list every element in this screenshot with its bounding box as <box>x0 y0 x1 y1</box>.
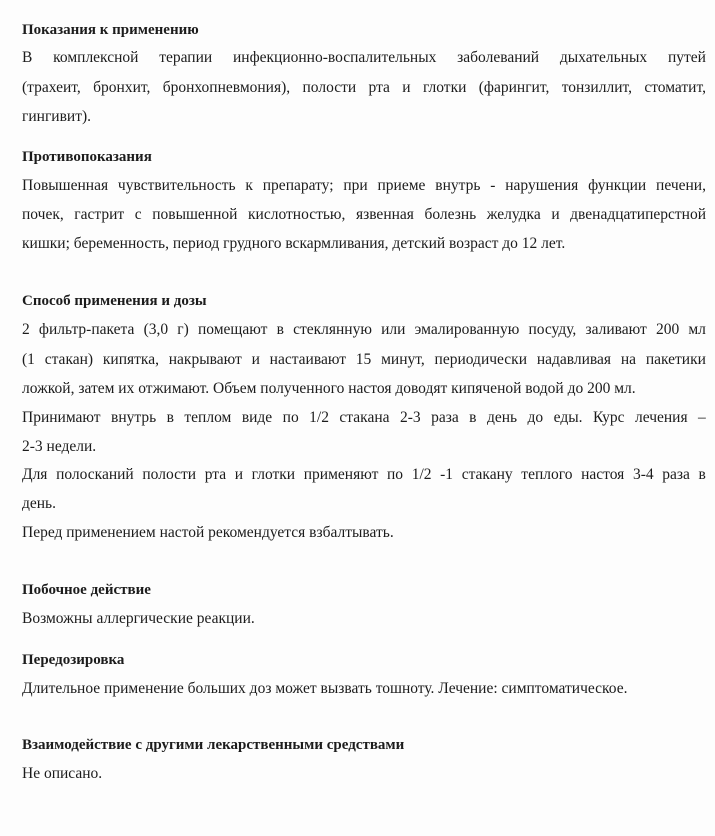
dosage-line-3: ложкой, затем их отжимают. Объем полученного настоя доводят кипяченой водой до 200 мл. <box>22 380 636 397</box>
indications-line-2: (трахеит, бронхит, бронхопневмония), полости рта и глотки (фарингит, тонзиллит, стоматит, <box>22 79 706 96</box>
contraindications-line-2: почек, гастрит с повышенной кислотностью, язвенная болезнь желудка и двенадцатиперстной <box>22 206 706 223</box>
heading-dosage: Способ применения и дозы <box>22 293 207 309</box>
heading-contraindications: Противопоказания <box>22 149 152 165</box>
contraindications-line-3: кишки; беременность, период грудного вскармливания, детский возраст до 12 лет. <box>22 235 566 252</box>
contraindications-line-1: Повышенная чувствительность к препарату; при приеме внутрь - нарушения функции печени, <box>22 177 706 194</box>
interactions-line-1: Не описано. <box>22 765 103 782</box>
dosage-line-6: Для полосканий полости рта и глотки применяют по 1/2 -1 стакану теплого настоя 3-4 раза в <box>22 466 706 483</box>
dosage-line-1: 2 фильтр-пакета (3,0 г) помещают в стеклянную или эмалированную посуду, заливают 200 мл <box>22 321 706 338</box>
heading-overdose: Передозировка <box>22 652 125 668</box>
indications-line-3: гингивит). <box>22 108 92 125</box>
indications-line-1: В комплексной терапии инфекционно-воспалительных заболеваний дыхательных путей <box>22 49 706 66</box>
dosage-line-7: день. <box>22 495 57 512</box>
heading-side-effects: Побочное действие <box>22 582 151 598</box>
heading-indications: Показания к применению <box>22 22 199 38</box>
dosage-line-4: Принимают внутрь в теплом виде по 1/2 стакана 2-3 раза в день до еды. Курс лечения – <box>22 409 706 426</box>
dosage-line-2: (1 стакан) кипятка, накрывают и настаивают 15 минут, периодически надавливая на пакетики <box>22 351 706 368</box>
dosage-line-5: 2-3 недели. <box>22 438 97 455</box>
dosage-line-8: Перед применением настой рекомендуется взбалтывать. <box>22 524 394 541</box>
side-effects-line-1: Возможны аллергические реакции. <box>22 610 255 627</box>
heading-interactions: Взаимодействие с другими лекарственными средствами <box>22 737 405 753</box>
overdose-line-1: Длительное применение больших доз может вызвать тошноту. Лечение: симптоматическое. <box>22 680 628 697</box>
